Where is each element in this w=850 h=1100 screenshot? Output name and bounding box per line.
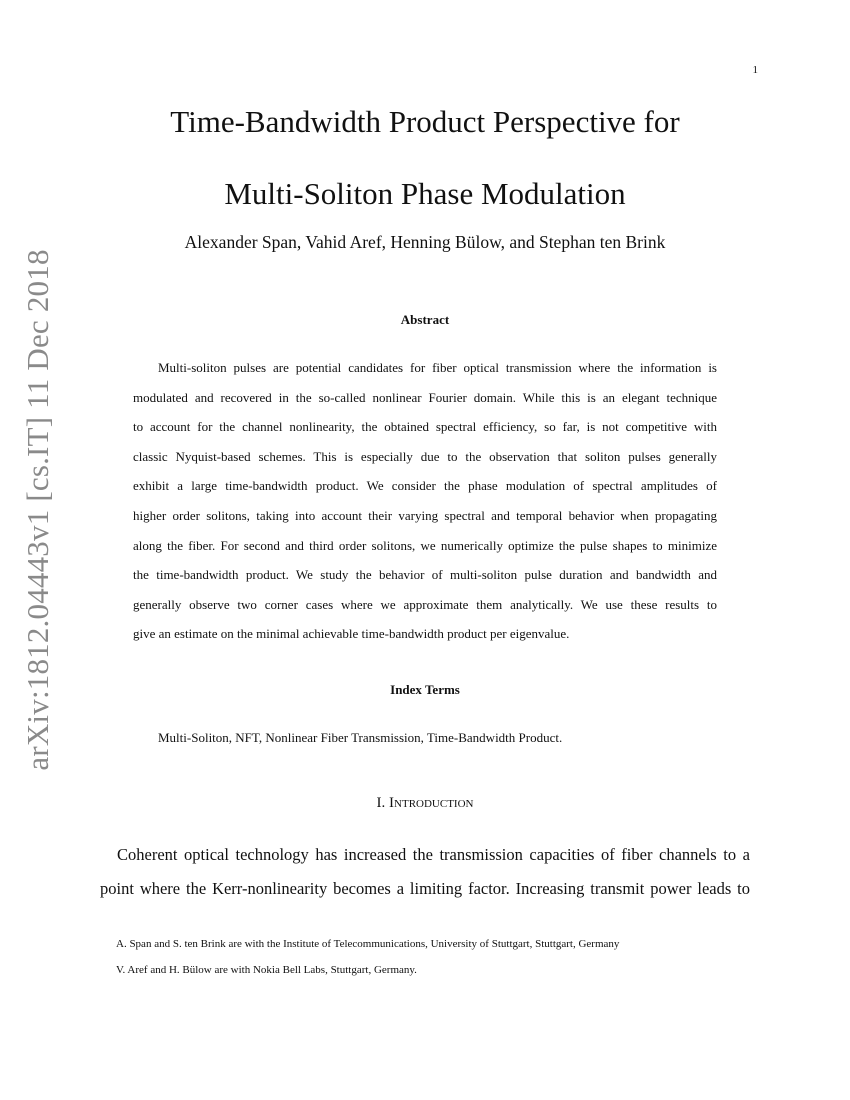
abstract-heading: Abstract (400, 312, 450, 327)
section-heading-introduction (100, 795, 750, 812)
introduction-line: point where the Kerr-nonlinearity becomes a limiting factor. Increasing transmit power leads to (100, 879, 750, 898)
index-terms-text: Multi-Soliton, NFT, Nonlinear Fiber Transmission, Time-Bandwidth Product. (158, 730, 563, 745)
arxiv-identifier-stamp: arXiv:1812.04443v1 [cs.IT] 11 Dec 2018 (20, 249, 55, 771)
abstract-line: higher order solitons, taking into account their varying spectral and temporal behavior when propagating (133, 507, 717, 523)
abstract-line: exhibit a large time-bandwidth product. We consider the phase modulation of spectral amplitudes of (133, 478, 717, 494)
abstract-line: generally observe two corner cases where we approximate them analytically. We use these results to (133, 596, 717, 612)
abstract-line: Multi-soliton pulses are potential candidates for fiber optical transmission where the information is (158, 360, 717, 375)
footnote-affiliation-2: V. Aref and H. Bülow are with Nokia Bell Labs, Stuttgart, Germany. (116, 964, 417, 976)
abstract-line: give an estimate on the minimal achievable time-bandwidth product per eigenvalue. (133, 626, 570, 642)
footnote-affiliation-1: A. Span and S. ten Brink are with the Institute of Telecommunications, University of Stuttgart, Stuttgart, Germany (116, 938, 620, 950)
abstract-line: along the fiber. For second and third order solitons, we numerically optimize the pulse shapes to minimize (133, 537, 717, 553)
section-title: Introduction (389, 795, 474, 811)
abstract-line: classic Nyquist-based schemes. This is especially due to the observation that soliton pulses generally (133, 448, 717, 464)
title-line-2: Multi-Soliton Phase Modulation (224, 176, 626, 211)
abstract-line: to account for the channel nonlinearity, the obtained spectral efficiency, so far, is not competitive with (133, 419, 717, 435)
author-list: Alexander Span, Vahid Aref, Henning Bülow, and Stephan ten Brink (184, 232, 666, 252)
introduction-line: Coherent optical technology has increased the transmission capacities of fiber channels to a (117, 845, 750, 864)
title-line-1: Time-Bandwidth Product Perspective for (170, 104, 680, 139)
paper-title (100, 86, 750, 230)
introduction-body (100, 838, 750, 906)
section-numeral: I. (376, 795, 386, 811)
page-number: 1 (752, 64, 758, 76)
abstract-body (133, 353, 717, 649)
abstract-line: modulated and recovered in the so-called nonlinear Fourier domain. While this is an elegant technique (133, 389, 717, 405)
abstract-line: the time-bandwidth product. We study the behavior of multi-soliton pulse duration and bandwidth and (133, 567, 717, 583)
index-terms-heading: Index Terms (390, 682, 460, 697)
